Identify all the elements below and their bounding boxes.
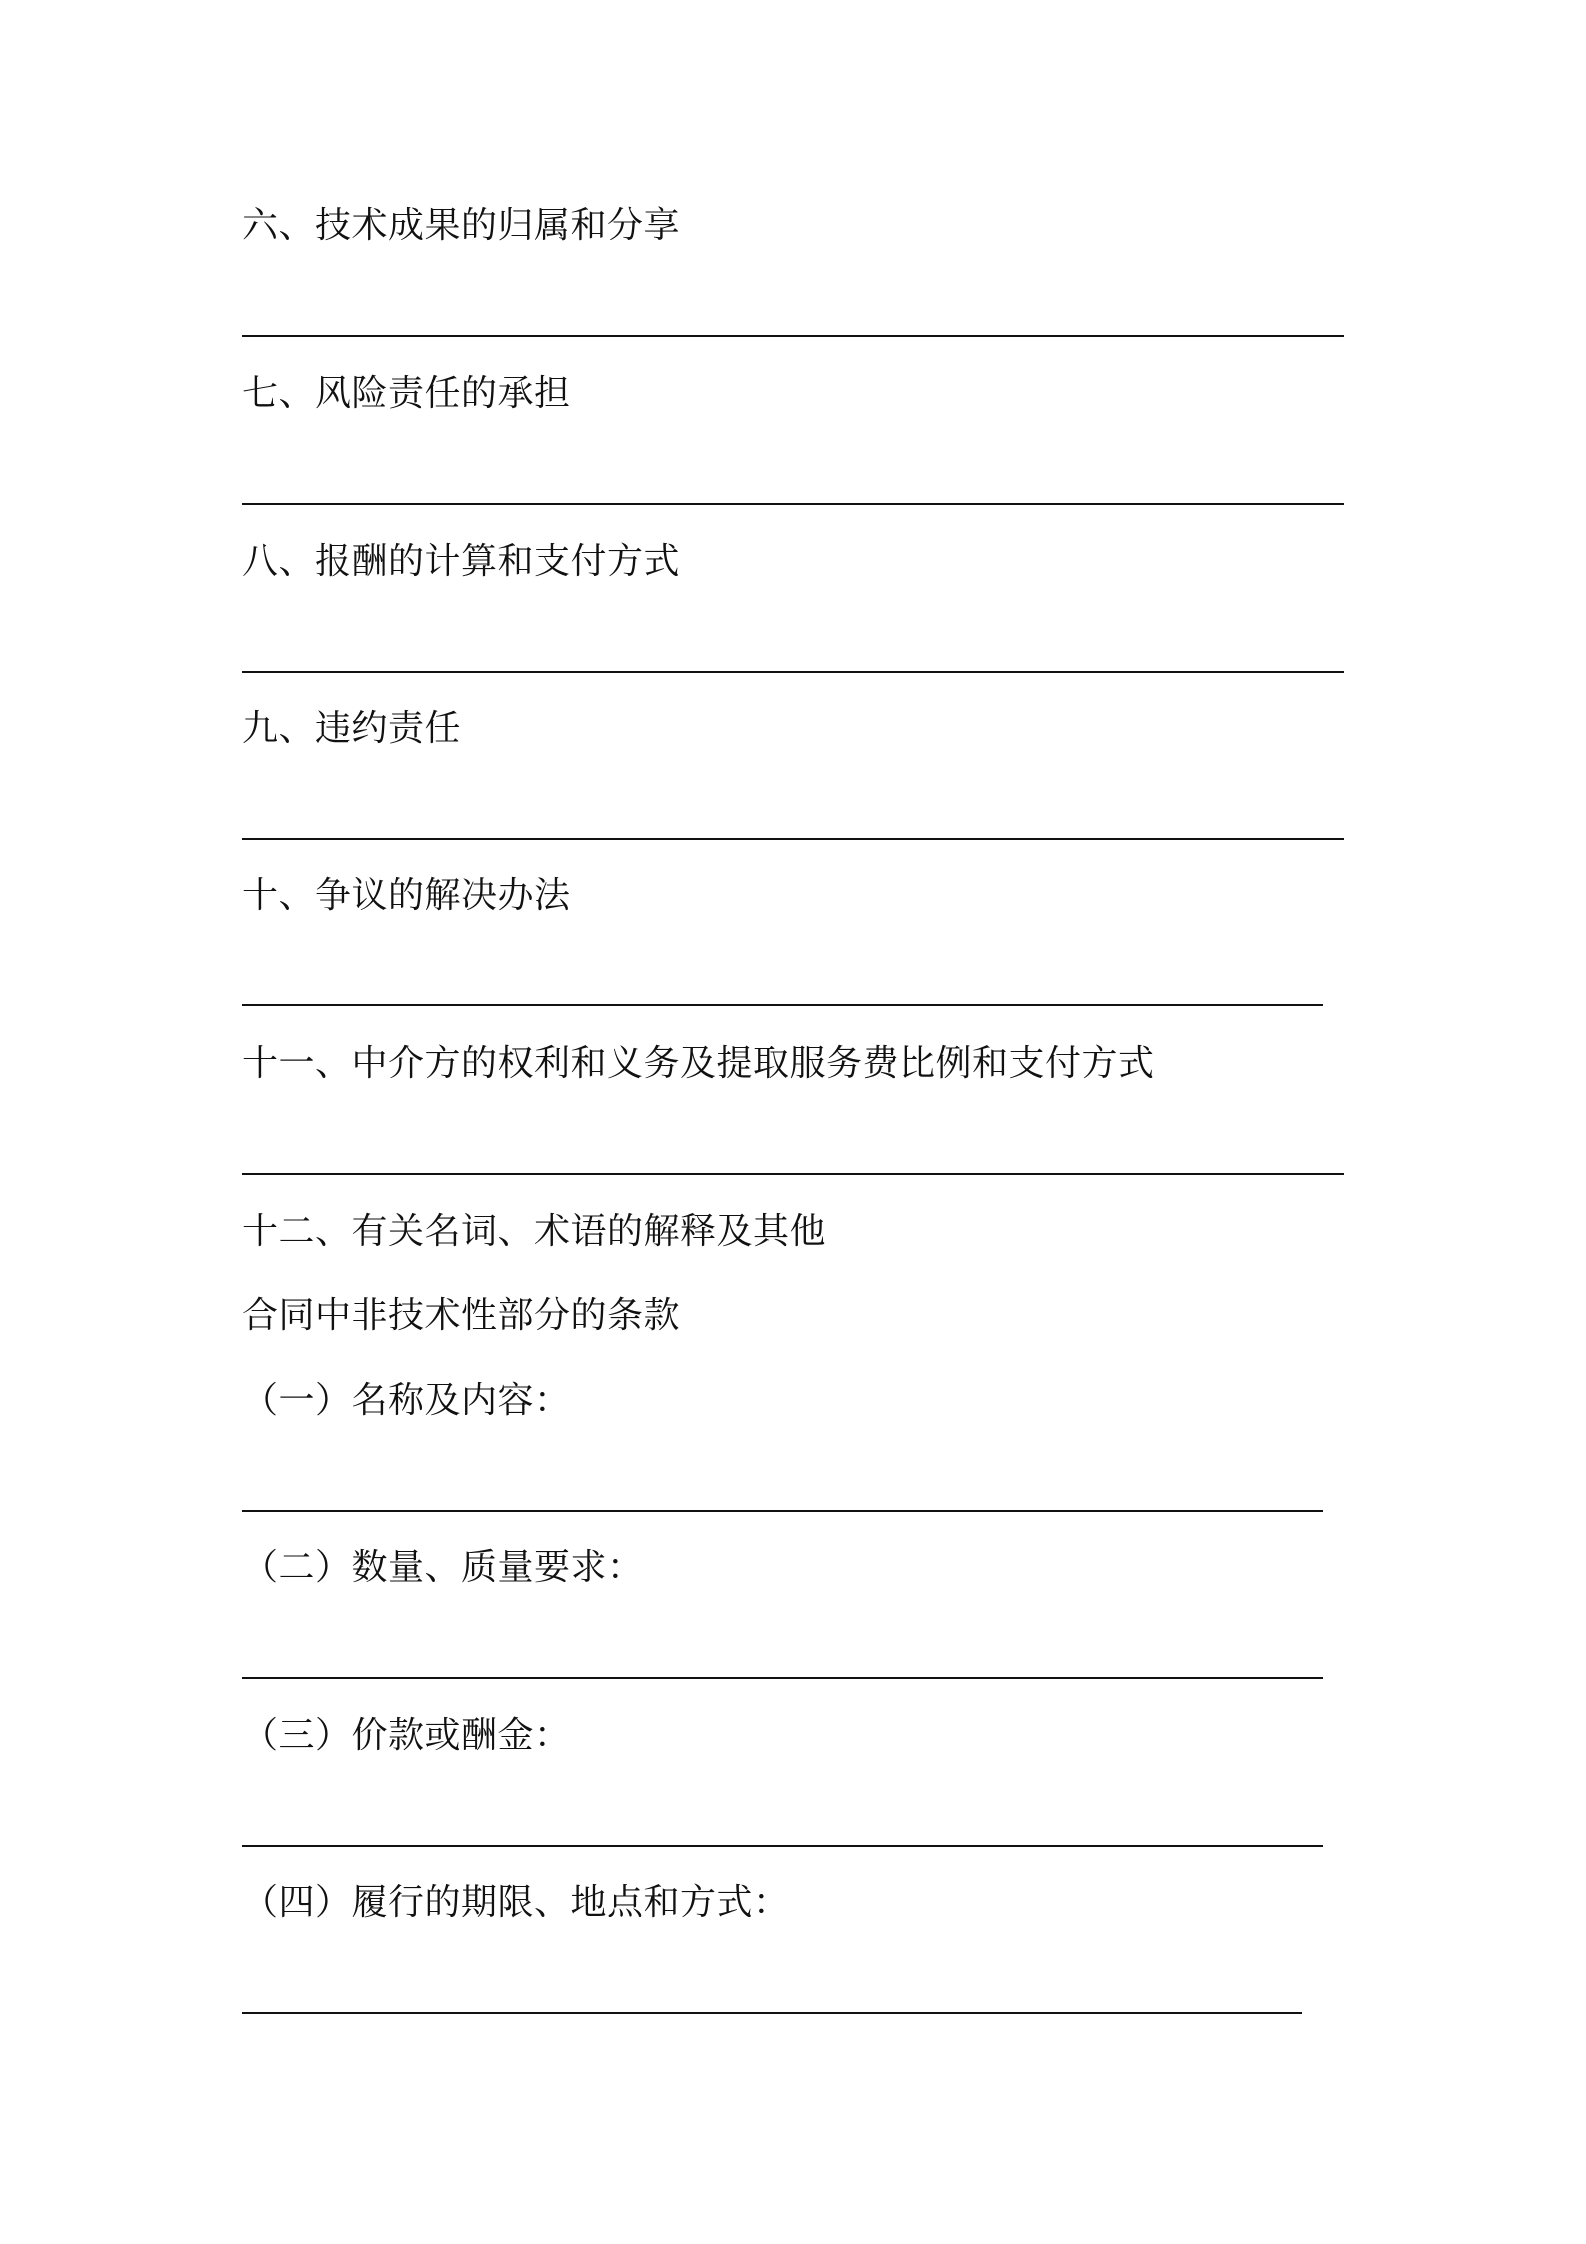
fill-in-line-11[interactable] — [242, 1173, 1344, 1175]
section-heading-11: 十一、中介方的权利和义务及提取服务费比例和支付方式 — [242, 1043, 1155, 1084]
fill-in-line-8[interactable] — [242, 671, 1344, 673]
clause-heading-2: （二）数量、质量要求： — [242, 1547, 644, 1588]
fill-in-line-clause-3[interactable] — [242, 1845, 1323, 1847]
section-heading-9: 九、违约责任 — [242, 708, 462, 749]
fill-in-line-clause-4[interactable] — [242, 2012, 1302, 2014]
section-heading-10: 十、争议的解决办法 — [242, 875, 571, 916]
section-heading-6: 六、技术成果的归属和分享 — [242, 205, 681, 246]
fill-in-line-clause-1[interactable] — [242, 1510, 1323, 1512]
clause-heading-1: （一）名称及内容： — [242, 1380, 571, 1421]
section-heading-8: 八、报酬的计算和支付方式 — [242, 541, 681, 582]
fill-in-line-10[interactable] — [242, 1004, 1323, 1006]
fill-in-line-clause-2[interactable] — [242, 1677, 1323, 1679]
clause-heading-4: （四）履行的期限、地点和方式： — [242, 1882, 790, 1923]
fill-in-line-6[interactable] — [242, 335, 1344, 337]
subsection-heading: 合同中非技术性部分的条款 — [242, 1295, 681, 1336]
fill-in-line-7[interactable] — [242, 503, 1344, 505]
section-heading-7: 七、风险责任的承担 — [242, 373, 571, 414]
fill-in-line-9[interactable] — [242, 838, 1344, 840]
clause-heading-3: （三）价款或酬金： — [242, 1715, 571, 1756]
section-heading-12: 十二、有关名词、术语的解释及其他 — [242, 1211, 827, 1252]
